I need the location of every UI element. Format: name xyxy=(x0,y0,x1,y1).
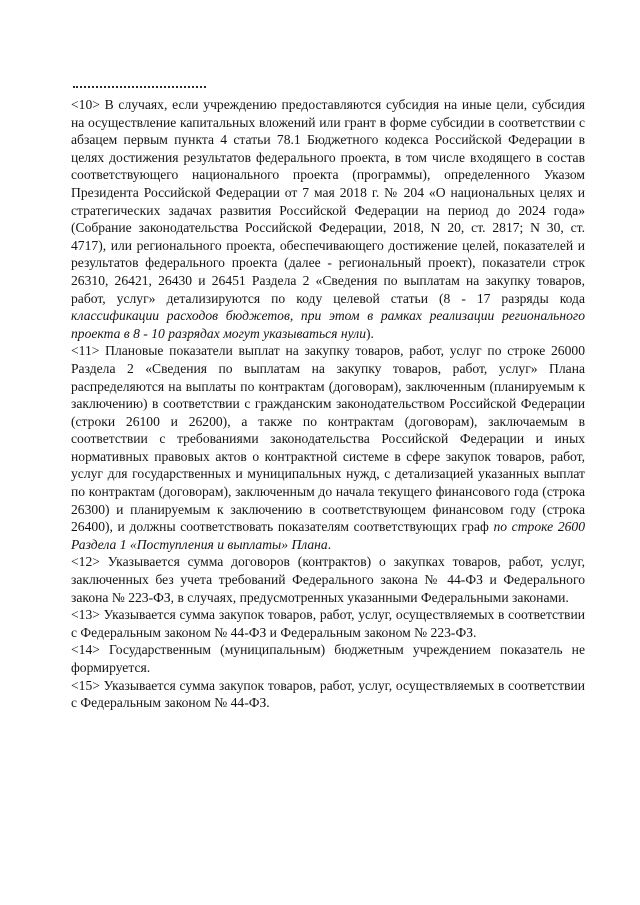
footnote-14: <14> Государственным (муниципальным) бюджетным учреждением показатель не формируется. xyxy=(71,642,585,675)
footnote-10-text: <10> В случаях, если учреждению предоставляются субсидия на иные цели, субсидия на осуществление капитальных вложений или грант в форме субсидии в соответствии с абзацем первым пункта 4 статьи 78.1 Бюджетного кодекса Российской Федерации в целях достижения результатов федерального проекта, в том числе входящего в состав соответствующего национального проекта (программы), определенного Указом Президента Российской Федерации от 7 мая 2018 г. № 204 «О национальных целях и стратегических задачах развития Российской Федерации на период до 2024 года» (Собрание законодательства Российской Федерации, 2018, N 20, ст. 2817; N 30, ст. 4717), или регионального проекта, обеспечивающего достижение целей, показателей и результатов федерального проекта (далее - региональный проект), показатели строк 26310, 26421, 26430 и 26451 Раздела 2 «Сведения по выплатам на закупку товаров, работ, услуг» детализируются по коду целевой статьи (8 - 17 разряды кода xyxy=(71,97,585,306)
footnote-10-end: ). xyxy=(366,325,374,341)
footnote-11-text: <11> Плановые показатели выплат на закупку товаров, работ, услуг по строке 26000 Раздела 2 «Сведения по выплатам на закупку товаров, работ, услуг» Плана распределяются на выплаты по контрактам (договорам), заключенным (планируемым к заключению) в соответствии с гражданским законодательством Российской Федерации (строки 26100 и 26200), а также по контрактам (договорам), заключаемым в соответствии с требованиями законодательства Российской Федерации и иных нормативных правовых актов о контрактной системе в сфере закупок товаров, работ, услуг для государственных и муниципальных нужд, с детализацией указанных выплат по контрактам (договорам), заключенным до начала текущего финансового года (строка 26300) и планируемым к заключению в соответствующем финансовом году (строка 26400), и должны соответствовать показателям соответствующих граф xyxy=(71,343,585,535)
footnote-11 xyxy=(71,342,585,553)
footnote-15: <15> Указывается сумма закупок товаров, работ, услуг, осуществляемых в соответствии с Федеральным законом № 44-ФЗ. xyxy=(71,677,585,711)
footnotes-block xyxy=(71,96,585,712)
footnote-10 xyxy=(71,96,585,342)
footnote-11-end: . xyxy=(327,536,332,552)
footnote-11-italic: по строке 2600 Раздела 1 «Поступления и выплаты» Плана xyxy=(71,519,586,552)
footnote-13: <13> Указывается сумма закупок товаров, работ, услуг, осуществляемых в соответствии с Федеральным законом № 44-ФЗ и Федеральным законом № 223-ФЗ. xyxy=(71,607,585,640)
footnote-12: <12> Указывается сумма договоров (контрактов) о закупках товаров, работ, услуг, заключенных без учета требований Федерального закона № 44-ФЗ и Федерального закона № 223-ФЗ, в случаях, предусмотренных указанными Федеральными законами. xyxy=(71,554,585,605)
footnote-10-italic: классификации расходов бюджетов, при этом в рамках реализации регионального проекта в 8 - 10 разрядах могут указываться нули xyxy=(71,308,585,341)
footnote-separator xyxy=(73,86,206,88)
